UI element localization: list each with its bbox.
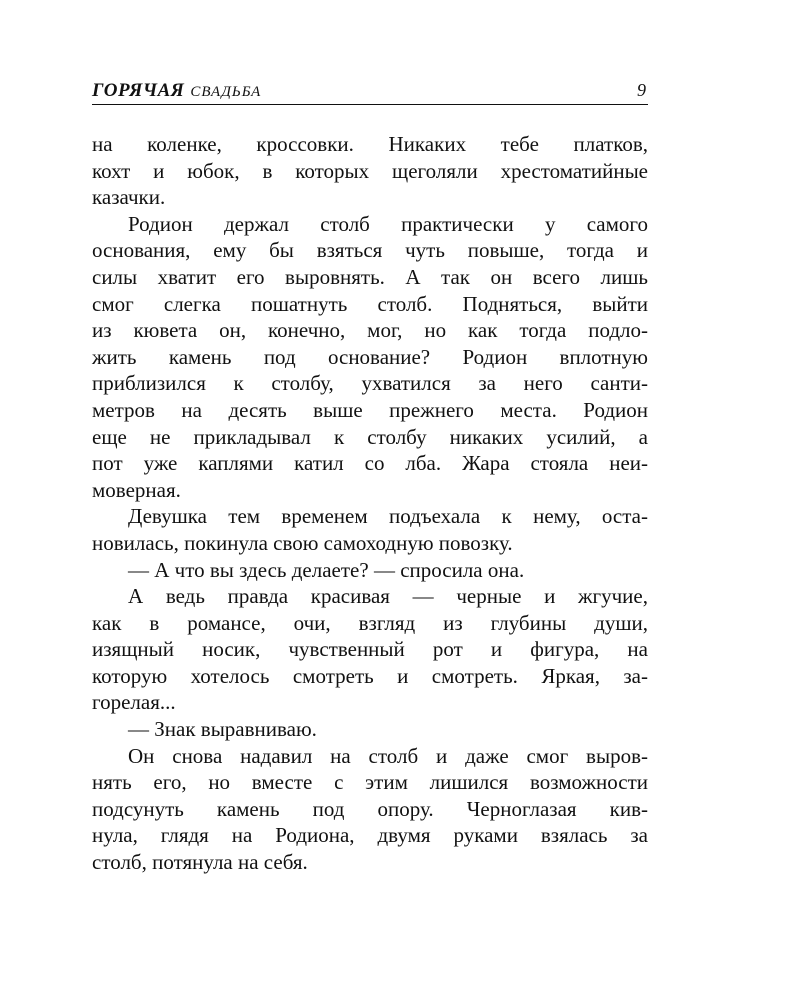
text-line: Девушка тем временем подъехала к нему, оста-: [128, 504, 648, 529]
text-line: на коленке, кроссовки. Никаких тебе платков,: [92, 132, 648, 156]
text-line: А ведь правда красивая — черные и жгучие,: [128, 584, 648, 609]
text-line: изящный носик, чувственный рот и фигура, на: [92, 637, 648, 662]
text-line: кохт и юбок, в которых щеголяли хрестоматийные: [92, 158, 648, 183]
text-line: из кювета он, конечно, мог, но как тогда подло-: [92, 318, 648, 343]
text-line: силы хватит его выровнять. А так он всего лишь: [92, 264, 648, 289]
page-number: 9: [637, 80, 646, 100]
text-line: казачки.: [92, 185, 166, 210]
text-line: Родион держал столб практически у самого: [128, 211, 648, 236]
text-line: нять его, но вместе с этим лишился возможности: [92, 770, 648, 795]
body-text: [92, 131, 648, 876]
text-line: жить камень под основание? Родион вплотную: [92, 344, 648, 369]
text-line: как в романсе, очи, взгляд из глубины души,: [92, 610, 648, 635]
book-page: [92, 78, 648, 876]
text-line: моверная.: [92, 477, 181, 502]
text-line: метров на десять выше прежнего места. Родион: [92, 397, 648, 422]
text-line: горелая...: [92, 690, 176, 715]
text-line: Он снова надавил на столб и даже смог выров-: [128, 743, 648, 768]
text-line: смог слегка пошатнуть столб. Подняться, выйти: [92, 291, 648, 316]
text-line: — Знак выравниваю.: [128, 717, 317, 742]
text-line: столб, потянула на себя.: [92, 850, 308, 875]
book-title-rest: СВАДЬБА: [190, 84, 262, 100]
text-line: подсунуть камень под опору. Черноглазая кив-: [92, 796, 648, 821]
book-title-bold: ГОРЯЧАЯ: [92, 80, 185, 101]
text-line: основания, ему бы взяться чуть повыше, тогда и: [92, 238, 648, 263]
text-line: приблизился к столбу, ухватился за него санти-: [92, 371, 648, 396]
text-line: — А что вы здесь делаете? — спросила она.: [128, 557, 525, 582]
running-header: [92, 78, 648, 105]
text-line: которую хотелось смотреть и смотреть. Яркая, за-: [92, 663, 648, 688]
text-line: нула, глядя на Родиона, двумя руками взялась за: [92, 823, 648, 848]
text-line: еще не прикладывал к столбу никаких усилий, а: [92, 424, 648, 449]
book-title: [92, 80, 261, 102]
text-line: новилась, покинула свою самоходную повозку.: [92, 530, 513, 555]
text-line: пот уже каплями катил со лба. Жара стояла неи-: [92, 451, 648, 476]
